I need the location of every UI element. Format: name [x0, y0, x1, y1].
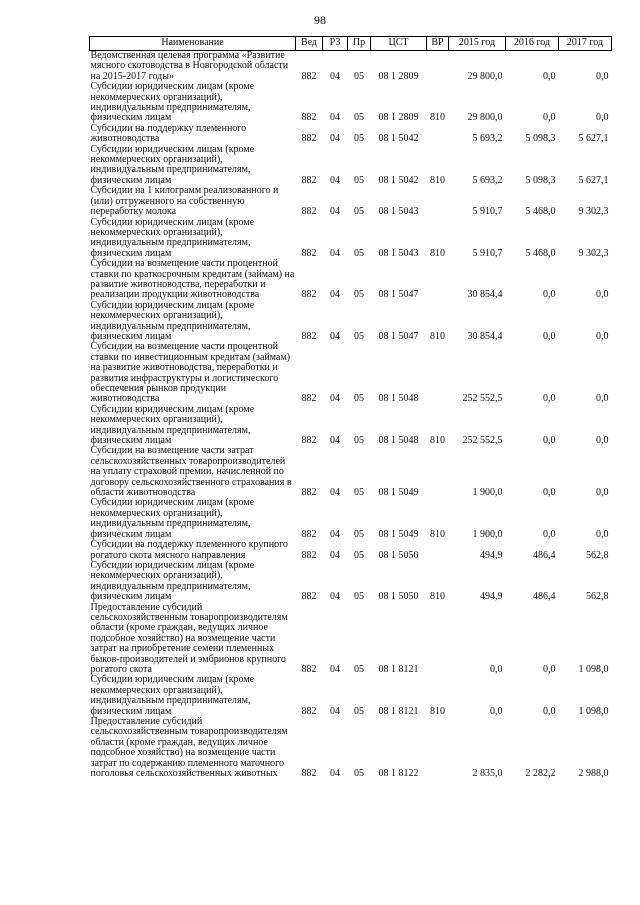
- row-rz: 04: [330, 133, 340, 145]
- row-ved: 882: [301, 133, 317, 145]
- row-2017: 1 098,0: [578, 663, 609, 675]
- row-vr: 810: [430, 247, 445, 259]
- header-2015: 2015 год: [449, 37, 506, 51]
- row-ved: 882: [301, 206, 317, 218]
- row-2017: 562,8: [586, 549, 609, 561]
- row-2015: 29 800,0: [467, 70, 503, 82]
- row-pr: 05: [354, 435, 364, 447]
- row-cst: 08 1 2809: [378, 112, 419, 124]
- row-2017: 2 988,0: [578, 768, 609, 780]
- row-pr: 05: [354, 206, 364, 218]
- row-2017: 9 302,3: [578, 247, 609, 259]
- row-2015: 1 900,0: [472, 528, 503, 540]
- table-row: [90, 561, 612, 603]
- row-rz: 04: [330, 247, 340, 259]
- row-ved: 882: [301, 174, 317, 186]
- row-pr: 05: [354, 289, 364, 301]
- row-cst: 08 1 5042: [378, 133, 419, 145]
- row-pr: 05: [354, 768, 364, 780]
- table-row: [90, 186, 612, 217]
- row-rz: 04: [330, 70, 340, 82]
- header-2017: 2017 год: [559, 37, 612, 51]
- row-pr: 05: [354, 549, 364, 561]
- row-vr: [427, 124, 449, 145]
- table-row: [90, 259, 612, 301]
- row-pr: 05: [354, 70, 364, 82]
- table-row: [90, 540, 612, 561]
- row-rz: 04: [330, 591, 340, 603]
- row-cst: 08 1 8121: [378, 663, 419, 675]
- row-pr: 05: [354, 330, 364, 342]
- budget-table: [89, 36, 612, 779]
- row-ved: 882: [301, 247, 317, 259]
- row-2017: 0,0: [596, 487, 609, 499]
- row-name: Субсидии на возмещение части процентной ставки по инвестиционным кредитам (займам) на развитие животноводства, переработки и развития инфраструктуры и логистического обеспечения рынков продукции животноводства: [90, 341, 291, 405]
- row-vr: [427, 717, 449, 779]
- row-name: Субсидии юридическим лицам (кроме некоммерческих организаций), индивидуальным предпринимателям, физическим лицам: [90, 497, 255, 540]
- row-2016: 0,0: [543, 70, 556, 82]
- row-2017: 0,0: [596, 330, 609, 342]
- row-rz: 04: [330, 487, 340, 499]
- table-row: [90, 218, 612, 260]
- row-2016: 0,0: [543, 435, 556, 447]
- row-2016: 5 098,3: [525, 133, 556, 145]
- row-2016: 5 098,3: [525, 174, 556, 186]
- row-pr: 05: [354, 133, 364, 145]
- row-pr: 05: [354, 705, 364, 717]
- row-rz: 04: [330, 663, 340, 675]
- table-row: [90, 301, 612, 343]
- row-vr: [427, 603, 449, 676]
- row-2016: 0,0: [543, 663, 556, 675]
- row-name: Субсидии юридическим лицам (кроме некоммерческих организаций), индивидуальным предпринимателям, физическим лицам: [90, 143, 255, 186]
- row-2016: 0,0: [543, 289, 556, 301]
- row-2015: 30 854,4: [467, 289, 503, 301]
- row-rz: 04: [330, 330, 340, 342]
- header-2016: 2016 год: [506, 37, 559, 51]
- row-name: Ведомственная целевая программа «Развитие мясного скотоводства в Новгородской области на 2015-2017 годы»: [90, 50, 289, 82]
- row-pr: 05: [354, 174, 364, 186]
- row-cst: 08 1 5047: [378, 289, 419, 301]
- table-row: [90, 124, 612, 145]
- row-name: Субсидии на 1 килограмм реализованного и (или) отгруженного на собственную переработку молока: [90, 185, 279, 218]
- row-2016: 0,0: [543, 705, 556, 717]
- row-2017: 0,0: [596, 70, 609, 82]
- row-2015: 494,9: [480, 549, 503, 561]
- row-vr: [427, 259, 449, 301]
- row-2015: 2 835,0: [472, 768, 503, 780]
- row-ved: 882: [301, 289, 317, 301]
- row-pr: 05: [354, 663, 364, 675]
- table-row: [90, 145, 612, 187]
- row-2015: 29 800,0: [467, 112, 503, 124]
- row-vr: 810: [430, 528, 445, 540]
- row-ved: 882: [301, 528, 317, 540]
- row-2016: 486,4: [533, 591, 556, 603]
- row-name: Субсидии юридическим лицам (кроме некоммерческих организаций), индивидуальным предпринимателям, физическим лицам: [90, 216, 255, 259]
- row-rz: 04: [330, 435, 340, 447]
- row-name: Предоставление субсидий сельскохозяйственным товаропроизводителям области (кроме граждан, ведущих личное подсобное хозяйство) на возмещение части затрат по содержанию племенного маточного поголовья сельскохозяйственных животных: [90, 716, 288, 780]
- row-name: Субсидии юридическим лицам (кроме некоммерческих организаций), индивидуальным предпринимателям, физическим лицам: [90, 674, 255, 717]
- row-2015: 494,9: [480, 591, 503, 603]
- row-2016: 0,0: [543, 393, 556, 405]
- row-rz: 04: [330, 112, 340, 124]
- row-2017: 0,0: [596, 289, 609, 301]
- row-2017: 562,8: [586, 591, 609, 603]
- row-ved: 882: [301, 549, 317, 561]
- row-name: Субсидии юридическим лицам (кроме некоммерческих организаций), индивидуальным предпринимателям, физическим лицам: [90, 299, 255, 342]
- row-2015: 5 910,7: [472, 247, 503, 259]
- row-cst: 08 1 5050: [378, 591, 419, 603]
- row-vr: 810: [430, 591, 445, 603]
- row-2017: 9 302,3: [578, 206, 609, 218]
- row-2015: 5 910,7: [472, 206, 503, 218]
- row-ved: 882: [301, 705, 317, 717]
- row-pr: 05: [354, 591, 364, 603]
- row-2016: 0,0: [543, 528, 556, 540]
- row-name: Субсидии на поддержку племенного крупного рогатого скота мясного направления: [90, 539, 288, 561]
- row-name: Субсидии на поддержку племенного животноводства: [90, 122, 247, 145]
- row-ved: 882: [301, 435, 317, 447]
- row-2017: 5 627,1: [578, 133, 609, 145]
- row-2015: 0,0: [490, 705, 503, 717]
- row-ved: 882: [301, 112, 317, 124]
- row-vr: [427, 186, 449, 217]
- row-ved: 882: [301, 487, 317, 499]
- row-pr: 05: [354, 247, 364, 259]
- table-row: [90, 405, 612, 447]
- row-cst: 08 1 2809: [378, 70, 419, 82]
- row-2016: 5 468,0: [525, 206, 556, 218]
- row-rz: 04: [330, 549, 340, 561]
- row-2017: 0,0: [596, 112, 609, 124]
- row-vr: [427, 540, 449, 561]
- row-vr: 810: [430, 435, 445, 447]
- row-2016: 0,0: [543, 112, 556, 124]
- row-cst: 08 1 5042: [378, 174, 419, 186]
- row-cst: 08 1 5043: [378, 206, 419, 218]
- table-row: [90, 675, 612, 717]
- header-pr: Пр: [348, 37, 371, 51]
- row-rz: 04: [330, 393, 340, 405]
- row-pr: 05: [354, 112, 364, 124]
- table-row: [90, 446, 612, 498]
- row-vr: 810: [430, 174, 445, 186]
- row-ved: 882: [301, 70, 317, 82]
- row-pr: 05: [354, 393, 364, 405]
- row-2015: 30 854,4: [467, 330, 503, 342]
- header-name: Наименование: [90, 37, 296, 51]
- row-name: Субсидии на возмещение части процентной ставки по краткосрочным кредитам (займам) на развитие животноводства, переработки и реализации продукции животноводства: [90, 258, 295, 301]
- row-2016: 0,0: [543, 487, 556, 499]
- row-2015: 252 552,5: [462, 435, 503, 447]
- row-2016: 486,4: [533, 549, 556, 561]
- row-rz: 04: [330, 289, 340, 301]
- row-name: Субсидии юридическим лицам (кроме некоммерческих организаций), индивидуальным предпринимателям, физическим лицам: [90, 559, 255, 603]
- row-vr: 810: [430, 705, 445, 717]
- header-cst: ЦСТ: [371, 37, 427, 51]
- row-2016: 5 468,0: [525, 247, 556, 259]
- table-row: [90, 82, 612, 124]
- row-ved: 882: [301, 591, 317, 603]
- header-vr: ВР: [427, 37, 449, 51]
- row-name: Субсидии юридическим лицам (кроме некоммерческих организаций), индивидуальным предпринимателям, физическим лицам: [90, 81, 255, 124]
- row-cst: 08 1 8122: [378, 768, 419, 780]
- row-pr: 05: [354, 487, 364, 499]
- row-cst: 08 1 5043: [378, 247, 419, 259]
- table-row: [90, 498, 612, 540]
- row-2017: 1 098,0: [578, 705, 609, 717]
- row-2017: 0,0: [596, 393, 609, 405]
- row-2017: 5 627,1: [578, 174, 609, 186]
- row-ved: 882: [301, 663, 317, 675]
- row-ved: 882: [301, 393, 317, 405]
- row-2015: 0,0: [490, 663, 503, 675]
- row-2015: 1 900,0: [472, 487, 503, 499]
- header-rz: РЗ: [323, 37, 348, 51]
- row-name: Субсидии юридическим лицам (кроме некоммерческих организаций), индивидуальным предпринимателям, физическим лицам: [90, 403, 255, 447]
- row-rz: 04: [330, 705, 340, 717]
- row-cst: 08 1 5049: [378, 528, 419, 540]
- row-2016: 2 282,2: [525, 768, 556, 780]
- page-number: 98: [314, 13, 326, 27]
- row-cst: 08 1 5047: [378, 330, 419, 342]
- row-rz: 04: [330, 206, 340, 218]
- row-vr: 810: [430, 330, 445, 342]
- row-2015: 252 552,5: [462, 393, 503, 405]
- table-row: [90, 717, 612, 779]
- row-vr: [427, 342, 449, 404]
- row-name: Субсидии на возмещение части затрат сельскохозяйственных товаропроизводителей на уплату страховой премии, начисленной по договору сельскохозяйственного страхования в области животноводства: [90, 445, 292, 499]
- row-name: Предоставление субсидий сельскохозяйственным товаропроизводителям области (кроме граждан, ведущих личное подсобное хозяйство) на возмещение части затрат на приобретение семени племенных быков-производителей и эмбрионов крупного рогатого скота: [90, 601, 288, 675]
- table-row: [90, 51, 612, 83]
- row-cst: 08 1 5048: [378, 435, 419, 447]
- row-2015: 5 693,2: [472, 174, 503, 186]
- row-rz: 04: [330, 768, 340, 780]
- row-ved: 882: [301, 330, 317, 342]
- row-vr: 810: [430, 112, 445, 124]
- row-2017: 0,0: [596, 435, 609, 447]
- row-cst: 08 1 5048: [378, 393, 419, 405]
- table-row: [90, 342, 612, 404]
- row-vr: [427, 51, 449, 83]
- row-2016: 0,0: [543, 330, 556, 342]
- row-2015: 5 693,2: [472, 133, 503, 145]
- row-rz: 04: [330, 528, 340, 540]
- row-ved: 882: [301, 768, 317, 780]
- row-2017: 0,0: [596, 528, 609, 540]
- row-cst: 08 1 8121: [378, 705, 419, 717]
- row-pr: 05: [354, 528, 364, 540]
- row-cst: 08 1 5050: [378, 549, 419, 561]
- table-header-row: [90, 37, 612, 51]
- header-ved: Вед: [296, 37, 323, 51]
- table-body: [90, 51, 612, 780]
- row-rz: 04: [330, 174, 340, 186]
- table-row: [90, 603, 612, 676]
- row-vr: [427, 446, 449, 498]
- row-cst: 08 1 5049: [378, 487, 419, 499]
